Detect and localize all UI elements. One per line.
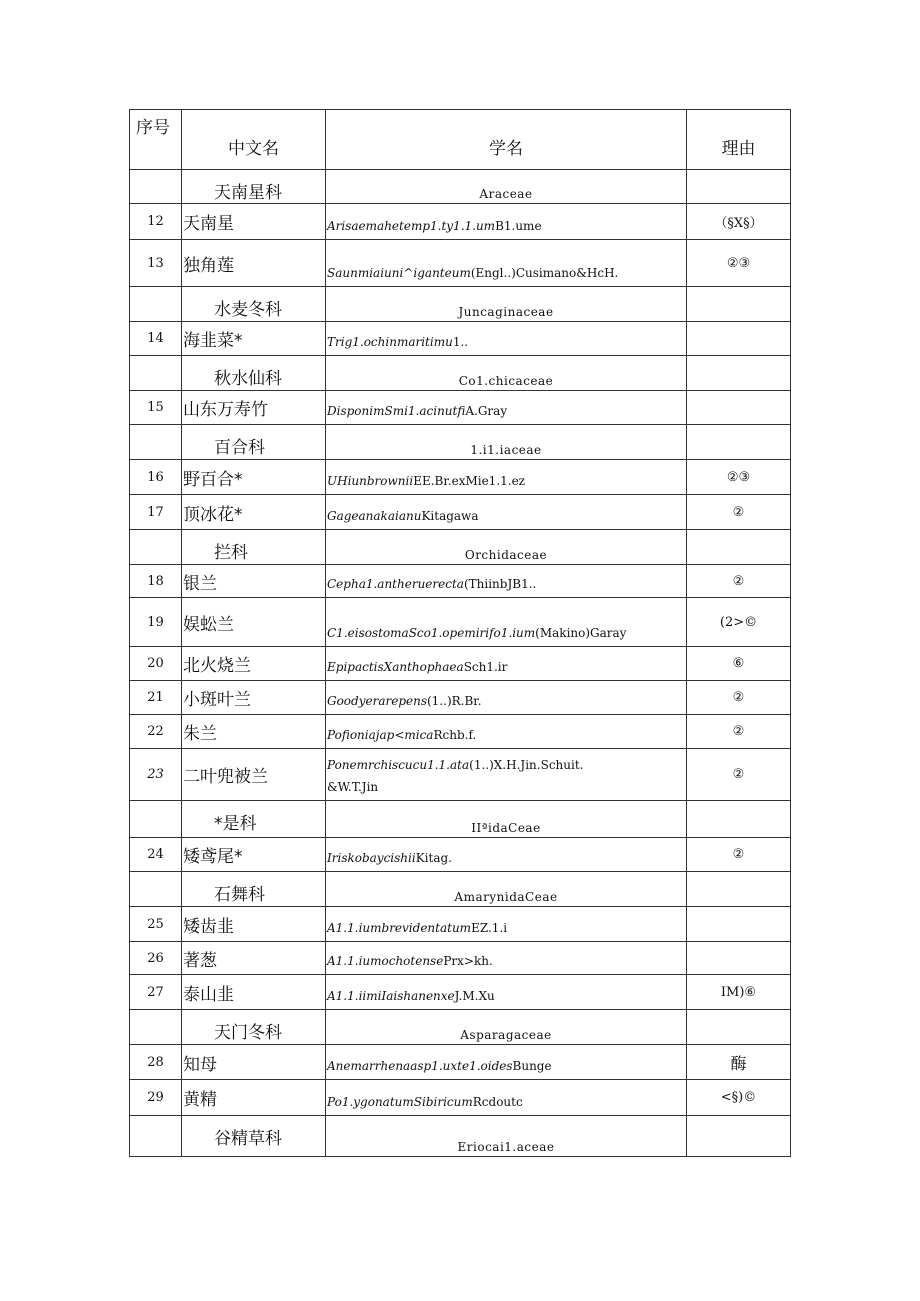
species-binomial: Trig1.ochinmaritimu [327,335,453,349]
family-chinese-name: 天门冬科 [182,1010,326,1045]
species-authority-continued: &W.T.Jin [327,780,379,794]
species-number: 16 [130,460,182,495]
species-number: 18 [130,565,182,598]
family-row [130,530,791,565]
species-authority: A.Gray [465,404,508,418]
table-header-row [130,110,791,170]
family-scientific-name: Eriocai1.aceae [326,1116,687,1157]
family-scientific-name: 1.i1.iaceae [326,425,687,460]
species-row [130,1080,791,1116]
family-row [130,801,791,838]
species-scientific-name [326,495,687,530]
species-scientific-name [326,391,687,425]
species-row [130,681,791,715]
species-row [130,391,791,425]
species-binomial: A1.1.iumbrevidentatum [327,921,472,935]
family-number-cell [130,872,182,907]
family-reason-cell [687,170,791,204]
species-binomial: UHiunbrownii [327,474,414,488]
species-binomial: DisponimSmi1.acinutfi [327,404,466,418]
species-number: 24 [130,838,182,872]
family-scientific-name: IIªidaCeae [326,801,687,838]
species-chinese-name: 野百合* [182,460,326,495]
species-row [130,647,791,681]
species-chinese-name: 小斑叶兰 [182,681,326,715]
species-number: 15 [130,391,182,425]
species-binomial: Pofioniajap<mica [327,728,434,742]
species-number: 22 [130,715,182,749]
header-chinese-name: 中文名 [182,110,326,170]
species-binomial: Arisaemahetemp1.ty1.1.um [327,219,496,233]
species-binomial: Goodyerarepens [327,694,427,708]
species-authority: EE.Br.exMie1.1.ez [413,474,526,488]
family-row [130,1116,791,1157]
species-authority: 1.. [452,335,469,349]
species-number: 26 [130,942,182,975]
species-chinese-name: 海韭菜* [182,322,326,356]
species-row [130,240,791,287]
species-row [130,322,791,356]
species-number: 12 [130,204,182,240]
species-authority: Bunge [512,1059,552,1073]
species-authority: (1..)R.Br. [427,694,482,708]
species-chinese-name: 银兰 [182,565,326,598]
species-chinese-name: 黄精 [182,1080,326,1116]
species-row [130,204,791,240]
species-scientific-name [326,240,687,287]
species-number: 27 [130,975,182,1010]
species-row [130,565,791,598]
family-row [130,356,791,391]
family-number-cell [130,287,182,322]
species-reason: ② [687,681,791,715]
species-reason: ② [687,565,791,598]
species-binomial: Gageanakaianu [327,509,422,523]
family-reason-cell [687,356,791,391]
species-binomial: EpipactisXanthophaea [327,660,464,674]
species-scientific-name [326,322,687,356]
family-scientific-name: Co1.chicaceae [326,356,687,391]
family-row [130,425,791,460]
species-row [130,942,791,975]
species-number: 13 [130,240,182,287]
species-reason: (2>© [687,598,791,647]
species-row [130,1045,791,1080]
species-row [130,715,791,749]
species-authority: (1..)X.H.Jin.Schuit. [469,758,584,772]
species-chinese-name: 著葱 [182,942,326,975]
family-reason-cell [687,801,791,838]
species-scientific-name [326,647,687,681]
species-reason: （§X§） [687,204,791,240]
species-chinese-name: 知母 [182,1045,326,1080]
species-number: 20 [130,647,182,681]
family-chinese-name: 百合科 [182,425,326,460]
species-scientific-name [326,907,687,942]
species-number: 21 [130,681,182,715]
species-binomial: Ponemrchiscucu1.1.ata [327,758,470,772]
family-number-cell [130,1116,182,1157]
family-number-cell [130,1010,182,1045]
family-chinese-name: 天南星科 [182,170,326,204]
species-authority: Prx>kh. [443,954,493,968]
species-number: 19 [130,598,182,647]
species-binomial: Iriskobaycishii [327,851,416,865]
family-reason-cell [687,425,791,460]
header-reason: 理由 [687,110,791,170]
species-binomial: Anemarrhenaasp1.uxte1.oides [327,1059,513,1073]
family-number-cell [130,356,182,391]
species-row [130,598,791,647]
family-number-cell [130,801,182,838]
species-reason [687,322,791,356]
species-authority: Rcdoutc [472,1095,523,1109]
species-reason: ② [687,749,791,801]
species-chinese-name: 矮鸢尾* [182,838,326,872]
family-chinese-name: 拦科 [182,530,326,565]
species-chinese-name: 二叶兜被兰 [182,749,326,801]
species-reason: ② [687,715,791,749]
species-scientific-name [326,1080,687,1116]
family-row [130,872,791,907]
species-binomial: Saunmiaiuni^iganteum [327,266,471,280]
species-binomial: A1.1.iimiIaishanenxe [327,989,455,1003]
species-scientific-name [326,565,687,598]
species-row [130,495,791,530]
species-reason: IM)⑥ [687,975,791,1010]
species-binomial: A1.1.iumochotense [327,954,444,968]
family-row [130,170,791,204]
family-scientific-name: AmarynidaCeae [326,872,687,907]
family-reason-cell [687,872,791,907]
species-reason: ⑥ [687,647,791,681]
family-scientific-name: Juncaginaceae [326,287,687,322]
header-scientific-name: 学名 [326,110,687,170]
family-chinese-name: 水麦冬科 [182,287,326,322]
species-scientific-name [326,681,687,715]
species-number: 23 [130,749,182,801]
species-authority: Kitagawa [421,509,479,523]
species-reason: ② [687,495,791,530]
species-scientific-name [326,975,687,1010]
family-scientific-name: Asparagaceae [326,1010,687,1045]
species-chinese-name: 山东万寿竹 [182,391,326,425]
family-number-cell [130,530,182,565]
species-chinese-name: 泰山韭 [182,975,326,1010]
species-authority: (ThiinbJB1.. [463,577,537,591]
species-chinese-name: 朱兰 [182,715,326,749]
species-row [130,975,791,1010]
species-chinese-name: 顶冰花* [182,495,326,530]
species-row [130,749,791,801]
species-scientific-name [326,204,687,240]
family-chinese-name: 石舞科 [182,872,326,907]
species-row [130,460,791,495]
species-chinese-name: 天南星 [182,204,326,240]
family-row [130,1010,791,1045]
species-number: 28 [130,1045,182,1080]
species-row [130,907,791,942]
species-number: 29 [130,1080,182,1116]
family-row [130,287,791,322]
species-reason [687,942,791,975]
species-authority: B1.ume [495,219,542,233]
family-reason-cell [687,1010,791,1045]
family-number-cell [130,425,182,460]
species-authority: Kitag. [415,851,452,865]
species-scientific-name [326,942,687,975]
species-reason: 酶 [687,1045,791,1080]
species-number: 25 [130,907,182,942]
species-reason [687,907,791,942]
species-authority: (Makino)Garay [535,626,627,640]
header-number: 序号 [130,110,182,170]
species-authority: J.M.Xu [454,989,495,1003]
species-authority: Sch1.ir [463,660,508,674]
species-reason: ②③ [687,460,791,495]
species-chinese-name: 娱蚣兰 [182,598,326,647]
species-binomial: Po1.ygonatumSibiricum [327,1095,473,1109]
species-chinese-name: 独角莲 [182,240,326,287]
family-chinese-name: *是科 [182,801,326,838]
species-reason: ② [687,838,791,872]
species-binomial: Cepha1.antheruerecta [327,577,464,591]
species-row [130,838,791,872]
species-scientific-name [326,749,687,801]
species-chinese-name: 北火烧兰 [182,647,326,681]
species-scientific-name [326,1045,687,1080]
species-authority: EZ.1.i [471,921,508,935]
species-scientific-name [326,460,687,495]
species-authority: (Engl..)Cusimano&HcH. [470,266,619,280]
species-authority: Rchb.f. [433,728,477,742]
family-reason-cell [687,1116,791,1157]
family-scientific-name: Orchidaceae [326,530,687,565]
species-reason: ②③ [687,240,791,287]
species-reason [687,391,791,425]
species-scientific-name [326,598,687,647]
family-chinese-name: 谷精草科 [182,1116,326,1157]
species-scientific-name [326,838,687,872]
plant-list-table [129,109,791,1157]
species-chinese-name: 矮齿韭 [182,907,326,942]
family-reason-cell [687,530,791,565]
species-reason: <§)© [687,1080,791,1116]
family-number-cell [130,170,182,204]
species-scientific-name [326,715,687,749]
species-binomial: C1.eisostomaSco1.opemirifo1.ium [327,626,536,640]
family-chinese-name: 秋水仙科 [182,356,326,391]
table-body [130,110,791,1157]
family-reason-cell [687,287,791,322]
species-number: 14 [130,322,182,356]
species-number: 17 [130,495,182,530]
family-scientific-name: Araceae [326,170,687,204]
